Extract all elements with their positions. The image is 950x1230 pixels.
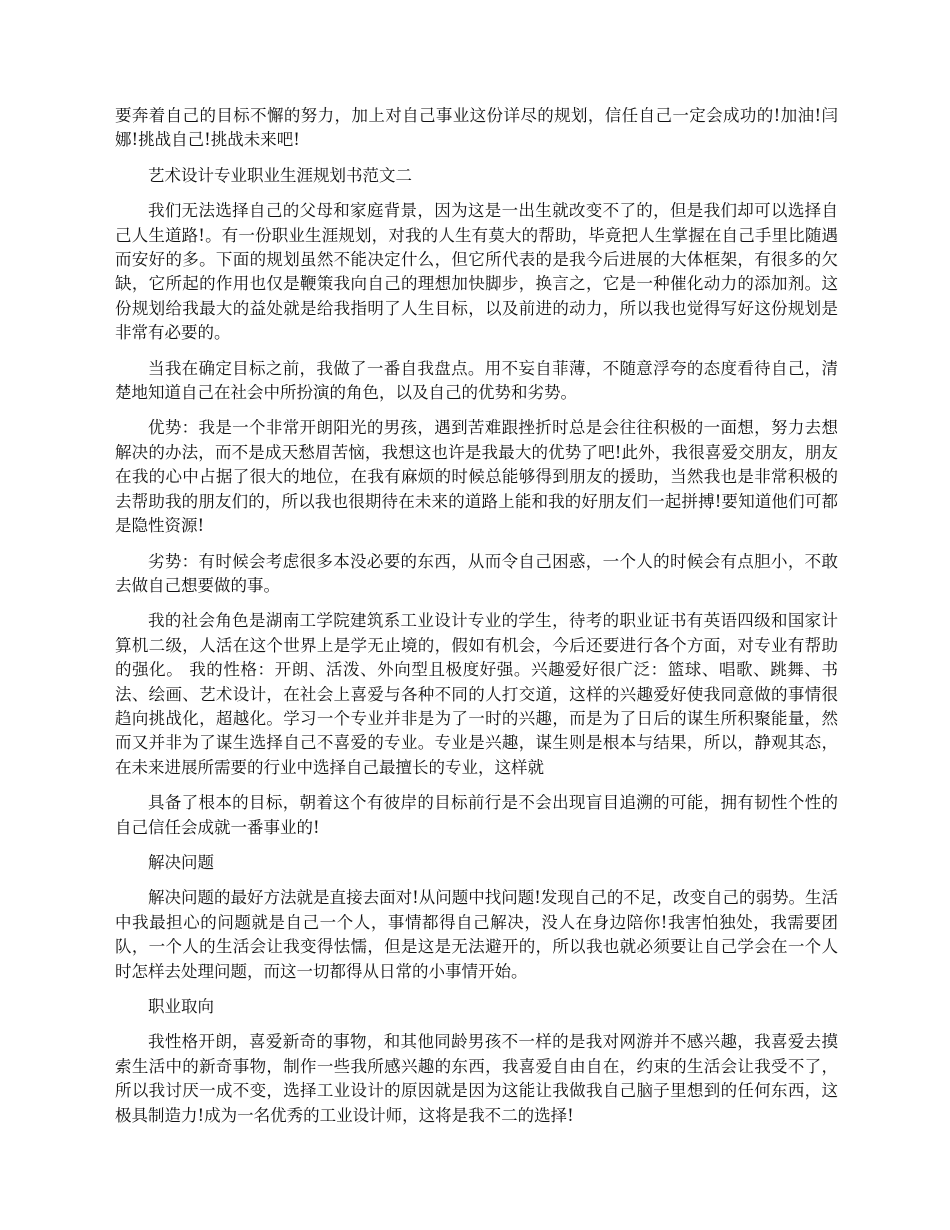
document-body bbox=[115, 104, 838, 1139]
paragraph-intro: 我们无法选择自己的父母和家庭背景，因为这是一出生就改变不了的，但是我们却可以选择自己人生道路!。有一份职业生涯规划，对我的人生有莫大的帮助，毕竟把人生掌握在自己手里比随遇而安好的多。下面的规划虽然不能决定什么，但它所代表的是我今后进展的大体框架，有很多的欠缺，它所起的作用也仅是鞭策我向自己的理想加快脚步，换言之，它是一种催化动力的添加剂。这份规划给我最大的益处就是给我指明了人生目标，以及前进的动力，所以我也觉得写好这份规划是非常有必要的。 bbox=[115, 201, 838, 343]
section-heading-problem-solving: 解决问题 bbox=[148, 852, 214, 872]
section-heading-fanwen-er: 艺术设计专业职业生涯规划书范文二 bbox=[148, 165, 412, 185]
paragraph-self-assessment: 当我在确定目标之前，我做了一番自我盘点。用不妄自菲薄，不随意浮夸的态度看待自己，清楚地知道自己在社会中所扮演的角色，以及自己的优势和劣势。 bbox=[115, 358, 838, 403]
paragraph-goal: 具备了根本的目标，朝着这个有彼岸的目标前行是不会出现盲目追溯的可能，拥有韧性个性的自己信任会成就一番事业的! bbox=[115, 793, 838, 837]
paragraph-continuation: 要奔着自己的目标不懈的努力，加上对自己事业这份详尽的规划，信任自己一定会成功的!加油!闫娜!挑战自己!挑战未来吧! bbox=[115, 106, 838, 150]
paragraph-problem-solving: 解决问题的最好方法就是直接去面对!从问题中找问题!发现自己的不足，改变自己的弱势。生活中我最担心的问题就是自己一个人，事情都得自己解决，没人在身边陪你!我害怕独处，我需要团队，一个人的生活会让我变得怯懦，但是这是无法避开的，所以我也就必须要让自己学会在一个人时怎样去处理问题，而这一切都得从日常的小事情开始。 bbox=[115, 888, 838, 981]
paragraph-strengths: 优势：我是一个非常开朗阳光的男孩，遇到苦难跟挫折时总是会往往积极的一面想，努力去想解决的办法，而不是成天愁眉苦恼，我想这也许是我最大的优势了吧!此外，我很喜爱交朋友，朋友在我的心中占据了很大的地位，在我有麻烦的时候总能够得到朋友的援助，当然我也是非常积极的去帮助我的朋友们的，所以我也很期待在未来的道路上能和我的好朋友们一起拼搏!要知道他们可都是隐性资源! bbox=[115, 418, 838, 536]
section-heading-career-orientation: 职业取向 bbox=[148, 997, 214, 1016]
paragraph-career-orientation: 我性格开朗，喜爱新奇的事物，和其他同龄男孩不一样的是我对网游并不感兴趣，我喜爱去摸索生活中的新奇事物，制作一些我所感兴趣的东西，我喜爱自由自在，约束的生活会让我受不了，所以我讨厌一成不变，选择工业设计的原因就是因为这能让我做我自己脑子里想到的任何东西，这极具制造力!成为一名优秀的工业设计师，这将是我不二的选择! bbox=[115, 1032, 838, 1125]
paragraph-weaknesses: 劣势：有时候会考虑很多本没必要的东西，从而令自己困惑，一个人的时候会有点胆小，不敢去做自己想要做的事。 bbox=[115, 551, 838, 595]
paragraph-social-role: 我的社会角色是湖南工学院建筑系工业设计专业的学生，待考的职业证书有英语四级和国家计算机二级，人活在这个世界上是学无止境的，假如有机会，今后还要进行各个方面，对专业有帮助的强化。 我的性格：开朗、活泼、外向型且极度好强。兴趣爱好很广泛：篮球、唱歌、跳舞、书法、绘画、艺术设计，在社会上喜爱与各种不同的人打交道，这样的兴趣爱好使我同意做的事情很趋向挑战化，超越化。学习一个专业并非是为了一时的兴趣，而是为了日后的谋生所积聚能量，然而又并非为了谋生选择自己不喜爱的专业。专业是兴趣，谋生则是根本与结果，所以，静观其态，在未来进展所需要的行业中选择自己最擅长的专业，这样就 bbox=[115, 611, 838, 777]
